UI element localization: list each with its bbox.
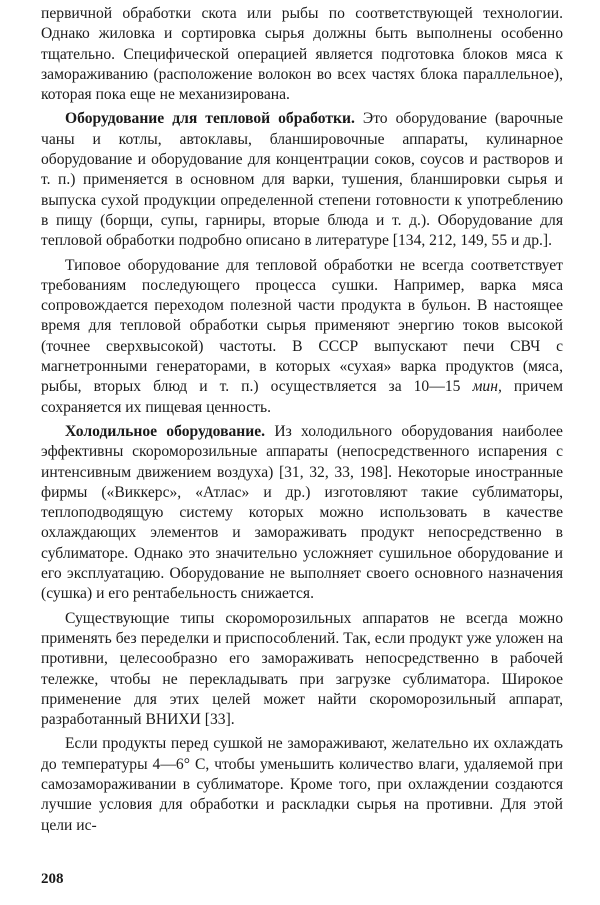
paragraph-continuation <box>41 4 563 105</box>
section-heading-thermal: Оборудование для тепловой обработки. <box>65 110 355 128</box>
page-number: 208 <box>41 871 64 887</box>
section-heading-refrigeration: Холодильное оборудование. <box>65 422 266 440</box>
paragraph-freezers <box>41 609 563 731</box>
paragraph-cooling <box>41 734 563 835</box>
paragraph-text: причем сохраняется их пищевая ценность. <box>41 378 563 416</box>
paragraph-text: Типовое оборудование для тепловой обработки не всегда соответствует требованиям последующего процесса сушки. Например, варка мяса сопровождается переходом полезной части продукта в бульон. В настоящее время для тепловой обработки сырья применяют энергию токов высокой (точнее сверхвысокой) частоты. В СССР выпускают печи СВЧ с магнетронными генераторами, в которых «сухая» варка продуктов (мяса, рыбы, вторых блюд и т. п.) осуществляется за 10—15 <box>41 256 563 396</box>
paragraph-typical-equipment <box>41 256 563 418</box>
unit-minutes: мин, <box>472 378 502 396</box>
paragraph-refrigeration-equipment <box>41 422 563 605</box>
paragraph-text: Это оборудование (варочные чаны и котлы, автоклавы, бланшировочные аппараты, кулинарное оборудование и оборудование для концентрации соков, соусов и растворов и т. п.) применяется в основном для варки, тушения, бланшировки сырья и выпуска сухой продукции определенной степени готовности к употреблению в пищу (борщи, супы, гарниры, вторые блюда и т. д.). Оборудование для тепловой обработки подробно описано в литературе [134, 212, 149, 55 и др.]. <box>41 110 563 250</box>
paragraph-text: Если продукты перед сушкой не замораживают, желательно их охлаждать до температуры 4—6° С, чтобы уменьшить количество влаги, удаляемой при самозамораживании в сублиматоре. Кроме того, при охлаждении создаются лучшие условия для обработки и раскладки сырья на противни. Для этой цели ис- <box>41 735 563 834</box>
page-body <box>41 4 563 840</box>
paragraph-text: Существующие типы скороморозильных аппаратов не всегда можно применять без переделки и приспособлений. Так, если продукт уже уложен на противни, целесообразно его замораживать непосредственно в рабочей тележке, чтобы не перекладывать при загрузке сублиматора. Широкое применение для этих целей может найти скороморозильный аппарат, разработанный ВНИХИ [33]. <box>41 609 563 729</box>
paragraph-text: Из холодильного оборудования наиболее эффективны скороморозильные аппараты (непосредственного испарения с интенсивным движением воздуха) [31, 32, 33, 198]. Некоторые иностранные фирмы («Виккерс», «Атлас» и др.) изготовляют такие сублиматоры, теплоподводящую систему которых можно использовать в качестве охлаждающих элементов и замораживать продукт непосредственно в сублиматоре. Однако это значительно усложняет сушильное оборудование и его эксплуатацию. Оборудование не выполняет своего основного назначения (сушка) и его рентабельность снижается. <box>41 422 563 603</box>
paragraph-thermal-equipment <box>41 109 563 251</box>
paragraph-text: первичной обработки скота или рыбы по соответствующей технологии. Однако жиловка и сортировка сырья должны быть выполнены особенно тщательно. Специфической операцией является подготовка блоков мяса к замораживанию (расположение волокон во всех частях блока параллельное), которая пока еще не механизирована. <box>41 5 563 104</box>
